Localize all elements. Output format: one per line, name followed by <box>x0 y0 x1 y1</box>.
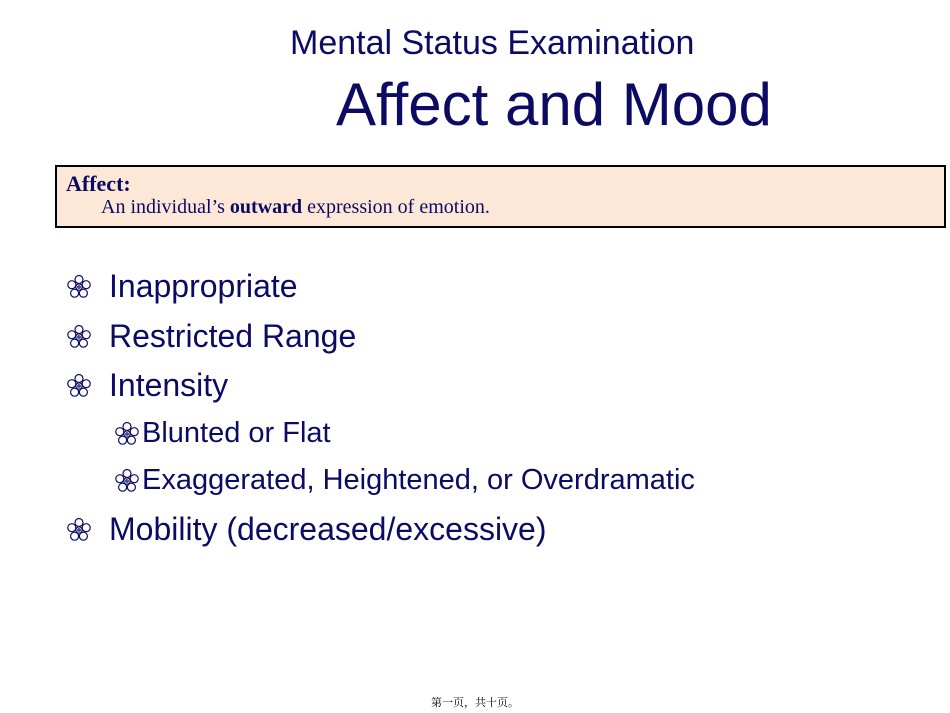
definition-box <box>55 165 946 228</box>
sub-bullet-item <box>114 417 331 450</box>
sub-bullet-text: Blunted or Flat <box>142 417 331 449</box>
slide-subtitle: Mental Status Examination <box>290 24 695 62</box>
page-footer: 第一页，共十页。 <box>431 696 519 709</box>
definition-text-after: expression of emotion. <box>302 196 490 218</box>
sub-bullet-text: Exaggerated, Heightened, or Overdramatic <box>142 464 695 496</box>
bullet-item <box>66 511 547 548</box>
flower-icon <box>114 421 140 447</box>
flower-icon <box>66 517 92 543</box>
bullet-text: Inappropriate <box>109 268 298 304</box>
flower-icon <box>66 373 92 399</box>
definition-text-before: An individual’s <box>101 196 230 218</box>
slide-title: Affect and Mood <box>336 71 772 138</box>
bullet-text: Intensity <box>109 367 229 403</box>
definition-term: Affect: <box>66 171 131 196</box>
flower-icon <box>114 468 140 494</box>
definition-text-bold: outward <box>229 196 303 218</box>
flower-icon <box>66 324 92 350</box>
bullet-text: Mobility (decreased/excessive) <box>109 511 547 547</box>
bullet-item <box>66 318 356 355</box>
flower-icon <box>66 274 92 300</box>
definition-text <box>101 196 490 219</box>
bullet-text: Restricted Range <box>109 318 357 354</box>
bullet-item <box>66 367 228 404</box>
sub-bullet-item <box>114 464 695 497</box>
bullet-item <box>66 268 298 305</box>
